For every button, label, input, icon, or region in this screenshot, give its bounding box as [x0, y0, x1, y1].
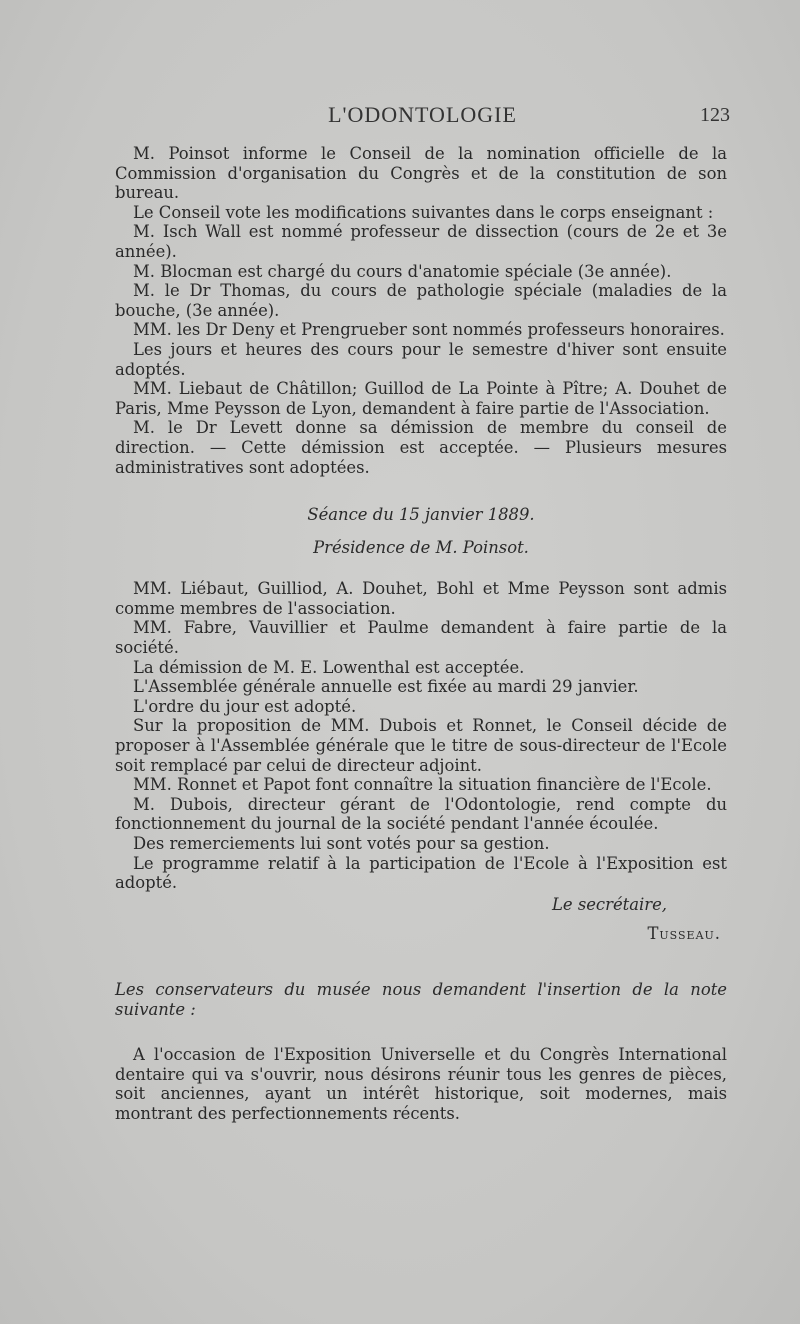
paragraph: M. Isch Wall est nommé professeur de dissection (cours de 2e et 3e année). — [115, 222, 727, 261]
paragraph: M. Poinsot informe le Conseil de la nomination officielle de la Commission d'organisation du Congrès et de la constitution de son bureau. — [115, 144, 727, 203]
paragraph: MM. Liebaut de Châtillon; Guillod de La Pointe à Pître; A. Douhet de Paris, Mme Peysson de Lyon, demandent à faire partie de l'Association. — [115, 379, 727, 418]
paragraph: A l'occasion de l'Exposition Universelle et du Congrès International dentaire qui va s'ouvrir, nous désirons réunir tous les genres de pièces, soit anciennes, ayant un intérêt historique, soit modernes, mais montrant des perfectionnements récents. — [115, 1045, 727, 1123]
paragraph: M. le Dr Thomas, du cours de pathologie spéciale (maladies de la bouche, (3e année). — [115, 281, 727, 320]
paragraph: MM. Fabre, Vauvillier et Paulme demandent à faire partie de la société. — [115, 618, 727, 658]
paragraph: M. le Dr Levett donne sa démission de membre du conseil de direction. — Cette démission est acceptée. — Plusieurs mesures administratives sont adoptées. — [115, 418, 727, 477]
page-number: 123 — [700, 104, 730, 126]
paragraph: M. Blocman est chargé du cours d'anatomie spéciale (3e année). — [133, 261, 672, 281]
section-spacer — [115, 477, 727, 505]
paragraph: Sur la proposition de MM. Dubois et Ronnet, le Conseil décide de proposer à l'Assemblée générale que le titre de sous-directeur de l'Ecole soit remplacé par celui de directeur adjoint. — [115, 716, 727, 775]
secretaire-label: Le secrétaire, — [552, 894, 667, 914]
paragraph: M. Dubois, directeur gérant de l'Odontologie, rend compte du fonctionnement du journal de la société pendant l'année écoulée. — [115, 794, 727, 834]
paragraph: Les jours et heures des cours pour le semestre d'hiver sont ensuite adoptés. — [115, 339, 727, 379]
seance-heading: Séance du 15 janvier 1889. — [307, 505, 535, 525]
paragraph: MM. les Dr Deny et Prengrueber sont nommés professeurs honoraires. — [133, 320, 725, 340]
paragraph: MM. Liébaut, Guilliod, A. Douhet, Bohl et Mme Peysson sont admis comme membres de l'association. — [115, 579, 727, 618]
paragraph: MM. Ronnet et Papot font connaître la situation financière de l'Ecole. — [133, 775, 712, 795]
paragraph: L'Assemblée générale annuelle est fixée au mardi 29 janvier. — [133, 677, 639, 697]
signature-name: Tusseau. — [647, 924, 721, 944]
paragraph: Des remerciements lui sont votés pour sa gestion. — [133, 834, 550, 853]
paragraph: La démission de M. E. Lowenthal est acceptée. — [133, 657, 525, 677]
paragraph: Le Conseil vote les modifications suivantes dans le corps enseignant : — [133, 202, 714, 222]
presidence-heading: Présidence de M. Poinsot. — [313, 537, 529, 557]
page-header — [115, 102, 730, 132]
running-title: L'ODONTOLOGIE — [328, 102, 517, 127]
paragraph: Le programme relatif à la participation de l'Ecole à l'Exposition est adopté. — [115, 853, 727, 893]
conservateurs-note-intro: Les conservateurs du musée nous demandent l'insertion de la note suivante : — [115, 979, 727, 1019]
paragraph: L'ordre du jour est adopté. — [133, 696, 357, 716]
body-text — [115, 144, 727, 1124]
